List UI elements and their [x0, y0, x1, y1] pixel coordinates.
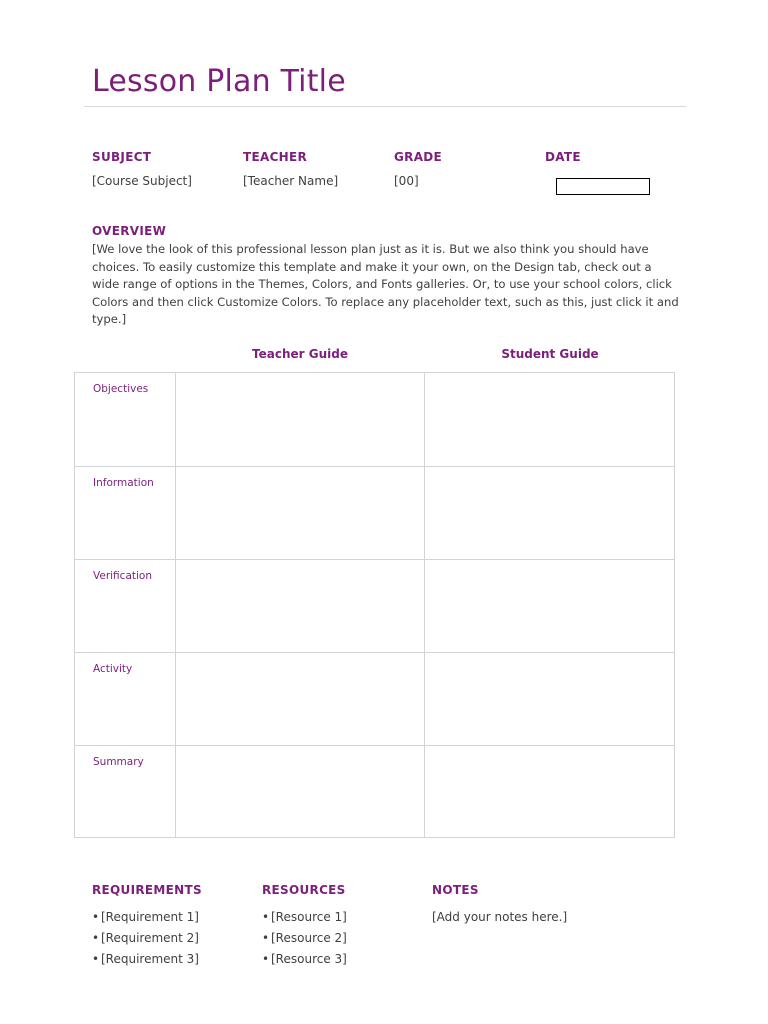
subject-section: [92, 149, 192, 189]
resource-text: [Resource 3]: [271, 952, 347, 966]
requirement-text: [Requirement 3]: [101, 952, 199, 966]
student-guide-cell-verification[interactable]: [425, 560, 674, 652]
table-column-divider: [175, 373, 176, 837]
resources-label: RESOURCES: [262, 883, 346, 897]
list-item[interactable]: [262, 907, 347, 928]
overview-text[interactable]: [We love the look of this professional lesson plan just as it is. But we also think you should have choices. To easily customize this template and make it your own, on the Design tab, check out a wide range of options in the Themes, Colors, and Fonts galleries. Or, to use your school colors, click Colors and then click Customize Colors. To replace any placeholder text, such as this, just click it and type.]: [92, 242, 679, 326]
row-label-verification: Verification: [93, 570, 152, 582]
row-label-information: Information: [93, 477, 154, 489]
resources-section: [262, 882, 347, 970]
teacher-label: TEACHER: [243, 150, 308, 164]
subject-value[interactable]: [Course Subject]: [92, 174, 192, 188]
bullet-icon: •: [262, 910, 270, 924]
table-row-activity: [75, 652, 674, 745]
bullet-icon: •: [262, 952, 270, 966]
row-label-summary: Summary: [93, 756, 144, 768]
subject-label: SUBJECT: [92, 150, 152, 164]
requirements-label: REQUIREMENTS: [92, 883, 202, 897]
row-label-activity: Activity: [93, 663, 133, 675]
student-guide-header: Student Guide: [501, 347, 599, 361]
lesson-plan-table: [74, 372, 675, 838]
requirements-section: [92, 882, 202, 970]
teacher-guide-cell-information[interactable]: [176, 467, 425, 559]
student-guide-cell-summary[interactable]: [425, 746, 674, 838]
requirement-text: [Requirement 1]: [101, 910, 199, 924]
grade-section: [394, 149, 442, 189]
requirement-text: [Requirement 2]: [101, 931, 199, 945]
table-column-divider: [424, 373, 425, 837]
table-row-objectives: [75, 373, 674, 466]
notes-label: NOTES: [432, 883, 479, 897]
resources-list: [262, 907, 347, 970]
bullet-icon: •: [92, 931, 100, 945]
table-row-information: [75, 466, 674, 559]
table-row-verification: [75, 559, 674, 652]
table-row-summary: [75, 745, 674, 838]
bullet-icon: •: [92, 910, 100, 924]
teacher-guide-cell-activity[interactable]: [176, 653, 425, 745]
student-guide-cell-information[interactable]: [425, 467, 674, 559]
teacher-guide-header: Teacher Guide: [252, 347, 348, 361]
student-guide-cell-objectives[interactable]: [425, 373, 674, 466]
list-item[interactable]: [92, 928, 202, 949]
grade-value[interactable]: [00]: [394, 174, 419, 188]
teacher-guide-cell-objectives[interactable]: [176, 373, 425, 466]
teacher-value[interactable]: [Teacher Name]: [243, 174, 339, 188]
teacher-section: [243, 149, 338, 189]
requirements-list: [92, 907, 202, 970]
list-item[interactable]: [92, 907, 202, 928]
page-title[interactable]: Lesson Plan Title: [92, 64, 346, 99]
teacher-guide-cell-summary[interactable]: [176, 746, 425, 838]
notes-section: [432, 882, 567, 928]
date-label: DATE: [545, 150, 581, 164]
list-item[interactable]: [262, 949, 347, 970]
resource-text: [Resource 1]: [271, 910, 347, 924]
bullet-icon: •: [92, 952, 100, 966]
grade-label: GRADE: [394, 150, 443, 164]
list-item[interactable]: [262, 928, 347, 949]
student-guide-cell-activity[interactable]: [425, 653, 674, 745]
row-label-objectives: Objectives: [93, 383, 149, 395]
overview-label: OVERVIEW: [92, 224, 167, 238]
notes-text[interactable]: [Add your notes here.]: [432, 910, 568, 924]
teacher-guide-cell-verification[interactable]: [176, 560, 425, 652]
date-field[interactable]: [556, 178, 650, 195]
bullet-icon: •: [262, 931, 270, 945]
list-item[interactable]: [92, 949, 202, 970]
date-section: [545, 149, 581, 165]
title-divider: [84, 106, 686, 107]
resource-text: [Resource 2]: [271, 931, 347, 945]
